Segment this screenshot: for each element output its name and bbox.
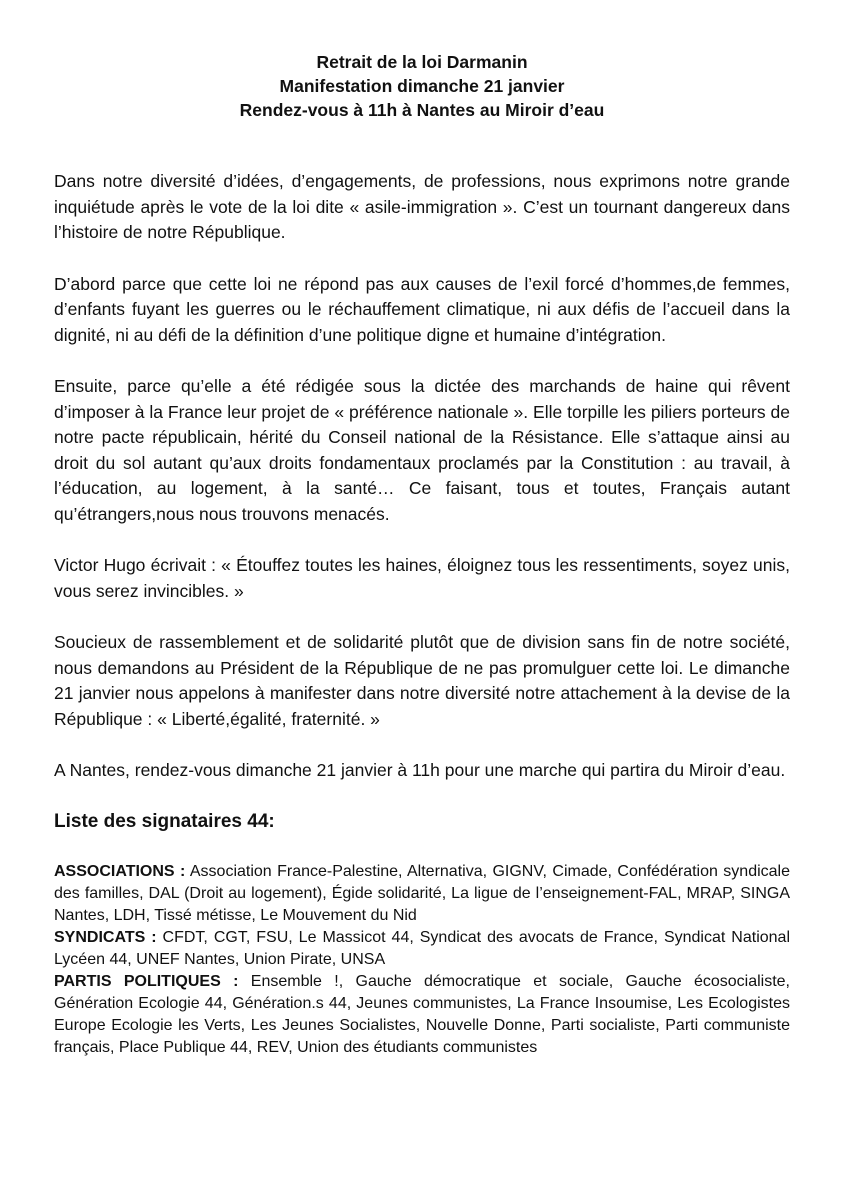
paragraph-victor-hugo-quote: Victor Hugo écrivait : « Étouffez toutes les haines, éloignez tous les ressentiments, soyez unis, vous serez invincibles. » (54, 555, 790, 601)
signatories-heading: Liste des signataires 44: (54, 810, 275, 832)
associations-label: ASSOCIATIONS : (54, 862, 186, 880)
syndicats-text: CFDT, CGT, FSU, Le Massicot 44, Syndicat des avocats de France, Syndicat National Lycéen 44, UNEF Nantes, Union Pirate, UNSA (54, 928, 790, 968)
paragraph-intro: Dans notre diversité d’idées, d’engagements, de professions, nous exprimons notre grande inquiétude après le vote de la loi dite « asile-immigration ». C’est un tournant dangereux dans l’histoire de notre République. (54, 171, 790, 242)
paragraph-first-reason: D’abord parce que cette loi ne répond pas aux causes de l’exil forcé d’hommes,de femmes, d’enfants fuyant les guerres ou le réchauffement climatique, ni aux défis de l’accueil dans la dignité, ni au défi de la définition d’une politique digne et humaine d’intégration. (54, 273, 790, 345)
document-title (54, 50, 790, 122)
signatories-list (54, 861, 790, 1059)
partis-text: Ensemble !, Gauche démocratique et sociale, Gauche écosocialiste, Génération Ecologie 44, Génération.s 44, Jeunes communistes, La France Insoumise, Les Ecologistes Europe Ecologie les Verts, Les Jeunes Socialistes, Nouvelle Donne, Parti socialiste, Parti communiste français, Place Publique 44, REV, Union des étudiants communistes (54, 972, 791, 1056)
partis-label: PARTIS POLITIQUES : (54, 972, 239, 990)
signatories-partis (54, 971, 790, 1059)
paragraph-second-reason: Ensuite, parce qu’elle a été rédigée sous la dictée des marchands de haine qui rêvent d’imposer à la France leur projet de « préférence nationale ». Elle torpille les piliers porteurs de notre pacte républicain, hérité du Conseil national de la Résistance. Elle s’attaque ainsi au droit du sol autant qu’aux droits fondamentaux proclamés par la Constitution : au travail, à l’éducation, au logement, à la santé… Ce faisant, tous et toutes, Français autant qu’étrangers,nous nous trouvons menacés. (54, 376, 790, 524)
signatories-associations (54, 861, 790, 927)
syndicats-label: SYNDICATS : (54, 928, 157, 946)
title-line-2: Manifestation dimanche 21 janvier (279, 76, 565, 96)
title-line-1: Retrait de la loi Darmanin (316, 52, 528, 72)
paragraph-appeal: Soucieux de rassemblement et de solidarité plutôt que de division sans fin de notre société, nous demandons au Président de la République de ne pas promulguer cette loi. Le dimanche 21 janvier nous appelons à manifester dans notre diversité notre attachement à la devise de la République : « Liberté,égalité, fraternité. » (54, 632, 790, 729)
title-line-3: Rendez-vous à 11h à Nantes au Miroir d’eau (239, 100, 605, 120)
signatories-syndicats (54, 927, 790, 971)
associations-text: Association France-Palestine, Alternativa, GIGNV, Cimade, Confédération syndicale des familles, DAL (Droit au logement), Égide solidarité, La ligue de l’enseignement-FAL, MRAP, SINGA Nantes, LDH, Tissé métisse, Le Mouvement du Nid (54, 862, 791, 924)
body-text (54, 169, 790, 784)
paragraph-rendezvous: A Nantes, rendez-vous dimanche 21 janvier à 11h pour une marche qui partira du Miroir d’eau. (54, 760, 786, 780)
